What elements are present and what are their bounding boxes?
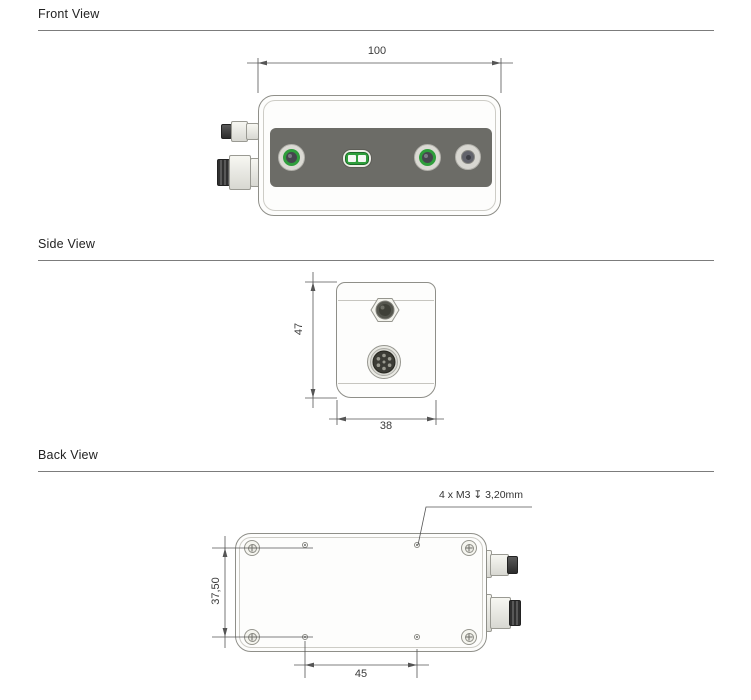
corner-screw-top-right [461,540,477,556]
back-body-chamfer-line [239,537,483,648]
display-segment-right [358,155,366,162]
m3-hole-bottom-right [414,634,420,640]
corner-screw-top-left [244,540,260,556]
side-depth-dimension: 38 [379,420,393,432]
corner-screw-bottom-left [244,629,260,645]
left-lens [278,144,305,171]
back-vertical-spacing-dimension: 37,50 [210,577,222,605]
side-section-divider [38,260,714,261]
corner-screw-bottom-right [461,629,477,645]
m3-hole-top-right [414,542,420,548]
front-section-divider [38,30,714,31]
side-height-dimension: 47 [293,322,305,336]
side-height-ticks [305,282,337,398]
thread-depth-note: 4 x M3 ↧ 3,20mm [438,489,524,501]
right-lens [414,144,441,171]
m3-hole-top-left [302,542,308,548]
side-top-seam [338,300,434,301]
back-view-heading: Back View [38,448,98,462]
status-display [342,149,372,168]
side-bottom-seam [338,383,434,384]
front-extension-lines [258,58,501,93]
display-segment-left [348,155,356,162]
front-view-heading: Front View [38,7,100,21]
front-width-dimension: 100 [367,45,387,57]
m3-hole-bottom-left [302,634,308,640]
back-horizontal-spacing-dimension: 45 [354,668,368,680]
back-section-divider [38,471,714,472]
side-view-heading: Side View [38,237,96,251]
aux-port [455,144,481,170]
